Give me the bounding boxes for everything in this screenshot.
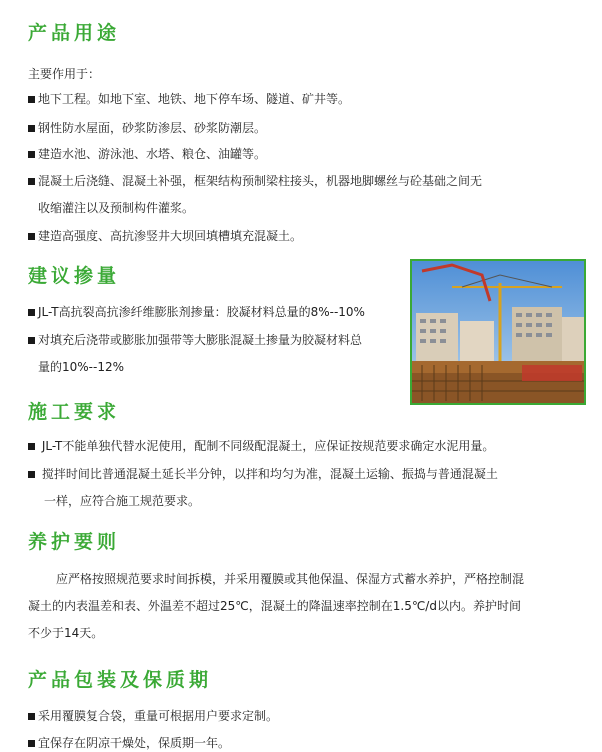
section-title-construction: 施工要求 [28, 401, 121, 423]
construction-item-continuation: 一样，应符合施工规范要求。 [44, 494, 201, 508]
section-title-dosage: 建议掺量 [28, 265, 121, 287]
curing-paragraph-line: 凝土的内表温差和表、外温差不超过25℃，混凝土的降温速率控制在1.5℃/d以内。养护时间 [28, 599, 521, 613]
construction-site-image [412, 261, 584, 403]
construction-item: 搅拌时间比普通混凝土延长半分钟，以拌和均匀为准，混凝土运输、振捣与普通混凝土 [28, 466, 498, 482]
curing-paragraph-line: 应严格按照规范要求时间拆模，并采用覆膜或其他保温、保湿方式蓄水养护，严格控制混 [56, 572, 525, 586]
dosage-item: 对填充后浇带或膨胀加强带等大膨胀混凝土掺量为胶凝材料总 [28, 332, 362, 348]
dosage-item: JL-T高抗裂高抗渗纤维膨胀剂掺量：胶凝材料总量的8%--10% [28, 304, 365, 320]
usage-intro: 主要作用于： [28, 67, 101, 81]
usage-item: 建造水池、游泳池、水塔、粮仓、油罐等。 [28, 146, 266, 162]
usage-item: 建造高强度、高抗渗竖井大坝回填槽填充混凝土。 [28, 228, 302, 244]
packaging-item: 采用覆膜复合袋，重量可根据用户要求定制。 [28, 708, 278, 724]
construction-item: JL-T不能单独代替水泥使用，配制不同级配混凝土，应保证按规范要求确定水泥用量。 [28, 438, 494, 454]
construction-site-photo [410, 259, 586, 405]
usage-item-continuation: 收缩灌注以及预制构件灌浆。 [38, 201, 195, 215]
usage-item: 地下工程。如地下室、地铁、地下停车场、隧道、矿井等。 [28, 91, 350, 107]
section-title-usage: 产品用途 [28, 22, 121, 44]
section-title-curing: 养护要则 [28, 531, 121, 553]
curing-paragraph-line: 不少于14天。 [28, 626, 104, 640]
usage-item: 混凝土后浇缝、混凝土补强，框架结构预制梁柱接头，机器地脚螺丝与砼基础之间无 [28, 173, 482, 189]
dosage-item-continuation: 量的10%--12% [38, 360, 125, 374]
usage-item: 钢性防水屋面，砂浆防渗层、砂浆防潮层。 [28, 120, 266, 136]
section-title-packaging: 产品包装及保质期 [28, 669, 213, 691]
packaging-item: 宜保存在阴凉干燥处，保质期一年。 [28, 735, 230, 751]
